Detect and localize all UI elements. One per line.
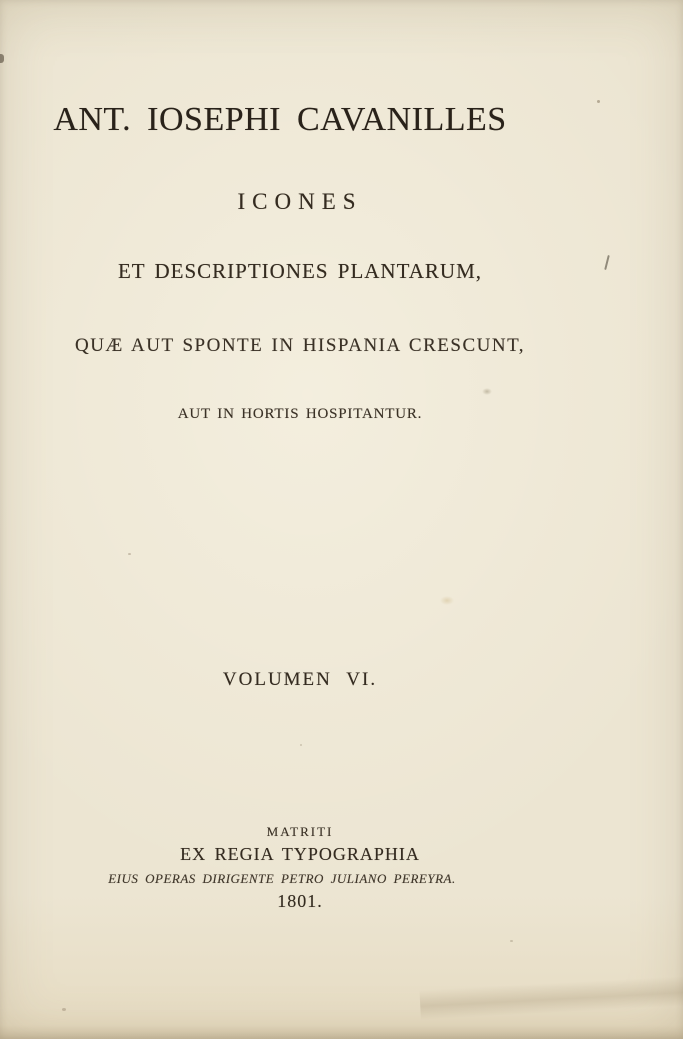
subtitle-line-1: ET DESCRIPTIONES PLANTARUM, <box>117 259 483 283</box>
author-line: ANT. IOSEPHI CAVANILLES <box>53 101 507 138</box>
paper-speck <box>128 553 131 555</box>
imprint-press: EX REGIA TYPOGRAPHIA <box>180 844 420 864</box>
imprint-year: 1801. <box>277 891 323 911</box>
main-title: ICONES <box>237 189 363 214</box>
imprint-place: MATRITI <box>266 824 334 839</box>
paper-stain-mark <box>440 596 454 605</box>
paper-speck <box>300 744 302 746</box>
page-fold-shadow <box>419 974 683 1020</box>
volume-line: VOLUMEN VI. <box>222 669 378 690</box>
subtitle-line-2: QUÆ AUT SPONTE IN HISPANIA CRESCUNT, <box>74 335 526 356</box>
page-edge-mark <box>0 54 4 63</box>
paper-speck <box>62 1008 66 1011</box>
subtitle-line-3: AUT IN HORTIS HOSPITANTUR. <box>177 406 423 422</box>
imprint-director-line: EIUS OPERAS DIRIGENTE PETRO JULIANO PEREYRA. <box>108 871 456 886</box>
paper-smudge-mark <box>482 388 492 395</box>
paper-speck <box>597 100 600 103</box>
page-bottom-shadow <box>0 1025 683 1039</box>
paper-scratch-mark <box>604 255 610 270</box>
paper-speck <box>510 940 513 942</box>
